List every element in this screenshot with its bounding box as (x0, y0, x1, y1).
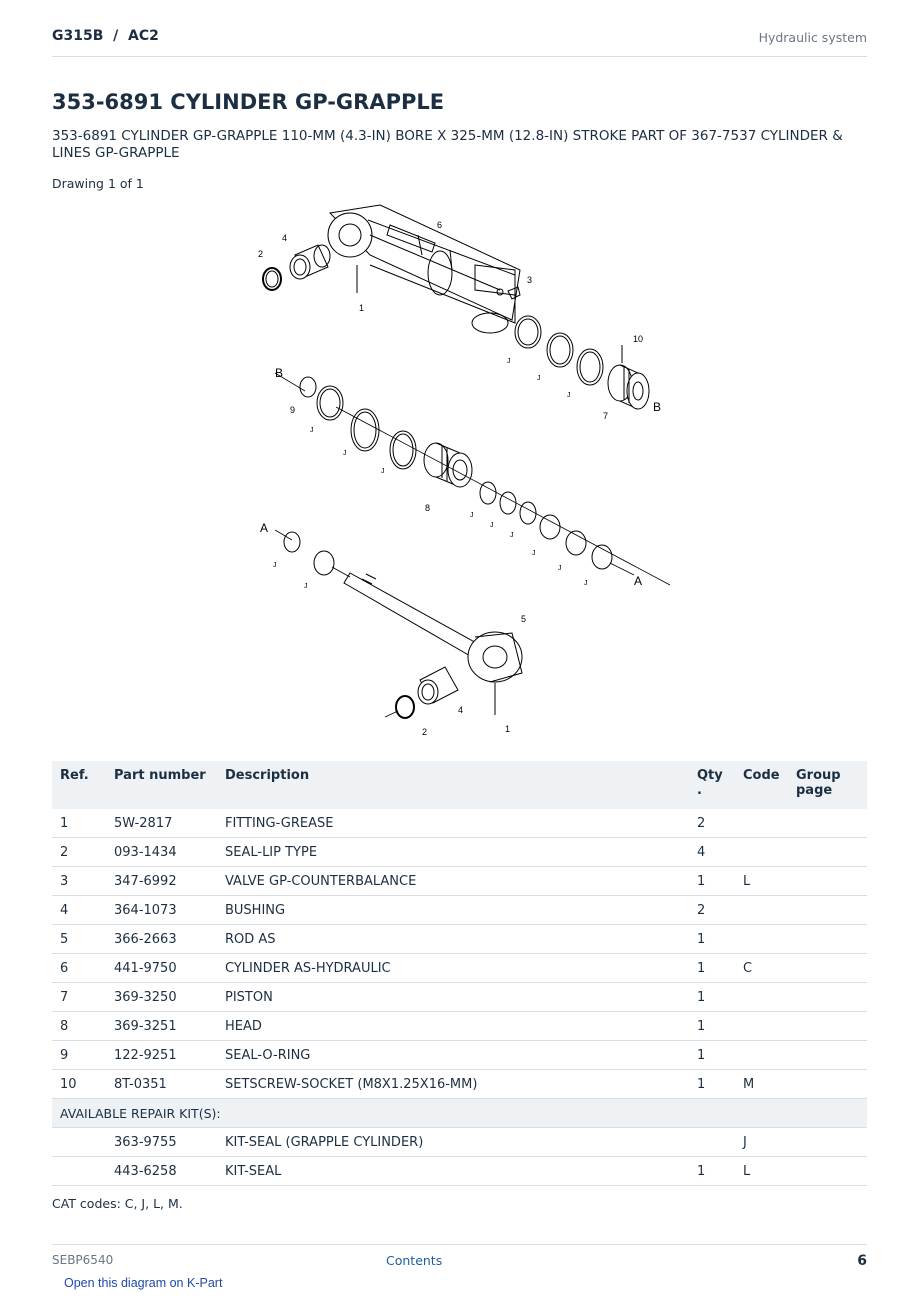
cell-part: 347-6992 (106, 867, 217, 896)
table-row (52, 1041, 867, 1070)
callout-1-top: 1 (359, 303, 365, 313)
cell-group (788, 1070, 867, 1099)
callout-J: J (584, 580, 588, 587)
cell-group (788, 1041, 867, 1070)
exploded-parts-diagram (250, 195, 680, 745)
cell-desc: PISTON (217, 983, 689, 1012)
cell-group (788, 809, 867, 838)
callout-J: J (532, 550, 536, 557)
callout-6: 6 (437, 220, 443, 230)
callout-J: J (490, 522, 494, 529)
cell-part: 093-1434 (106, 838, 217, 867)
cell-group (788, 1157, 867, 1186)
callout-2-bottom: 2 (422, 727, 428, 737)
cell-code (735, 1041, 788, 1070)
col-part-number: Part number (106, 761, 217, 809)
cell-part: 364-1073 (106, 896, 217, 925)
cell-part: 122-9251 (106, 1041, 217, 1070)
table-row (52, 809, 867, 838)
kpart-link[interactable]: Open this diagram on K-Part (64, 1276, 223, 1290)
col-ref: Ref. (52, 761, 106, 809)
cell-ref: 2 (52, 838, 106, 867)
cell-ref: 7 (52, 983, 106, 1012)
page-footer (52, 1244, 867, 1275)
callout-J: J (310, 427, 314, 434)
cell-part: 441-9750 (106, 954, 217, 983)
cell-ref: 8 (52, 1012, 106, 1041)
part-description: 353-6891 CYLINDER GP-GRAPPLE 110-MM (4.3-IN) BORE X 325-MM (12.8-IN) STROKE PART OF 367-7537 CYLINDER & LINES GP-GRAPPLE (52, 128, 843, 161)
callout-8: 8 (425, 503, 431, 513)
cell-group (788, 1012, 867, 1041)
cell-part: 363-9755 (106, 1128, 217, 1157)
callout-J: J (381, 468, 385, 475)
cell-ref (52, 1128, 106, 1157)
cell-qty: 1 (689, 1041, 735, 1070)
cell-group (788, 896, 867, 925)
cell-code (735, 809, 788, 838)
document-number: SEBP6540 (52, 1253, 114, 1267)
kit-row (52, 1128, 867, 1157)
callout-4-top: 4 (282, 233, 288, 243)
callout-J: J (470, 512, 474, 519)
cell-code: J (735, 1128, 788, 1157)
callout-J: J (567, 392, 571, 399)
cell-part: 366-2663 (106, 925, 217, 954)
cell-code (735, 896, 788, 925)
cell-group (788, 925, 867, 954)
callout-B-left: B (275, 366, 284, 380)
table-row (52, 1070, 867, 1099)
cell-ref: 3 (52, 867, 106, 896)
cell-desc: FITTING-GREASE (217, 809, 689, 838)
cell-desc: BUSHING (217, 896, 689, 925)
cell-part: 369-3250 (106, 983, 217, 1012)
table-row (52, 1012, 867, 1041)
callout-A-left: A (260, 521, 269, 535)
repair-kit-header-row (52, 1099, 867, 1128)
cell-code: C (735, 954, 788, 983)
callout-7: 7 (603, 411, 609, 421)
callout-J: J (273, 562, 277, 569)
cell-qty: 1 (689, 925, 735, 954)
table-header-row (52, 761, 867, 809)
cell-desc: HEAD (217, 1012, 689, 1041)
cell-code: L (735, 867, 788, 896)
cell-part: 8T-0351 (106, 1070, 217, 1099)
callout-J: J (343, 450, 347, 457)
cell-desc: VALVE GP-COUNTERBALANCE (217, 867, 689, 896)
cell-qty: 2 (689, 809, 735, 838)
callout-A-right: A (634, 574, 643, 588)
callout-5: 5 (521, 614, 527, 624)
callout-2-top: 2 (258, 249, 264, 259)
page-header (52, 28, 867, 57)
callout-J: J (507, 358, 511, 365)
cell-desc: SEAL-O-RING (217, 1041, 689, 1070)
cell-ref: 9 (52, 1041, 106, 1070)
callout-J: J (304, 583, 308, 590)
contents-link[interactable]: Contents (386, 1253, 443, 1268)
cat-codes-note: CAT codes: C, J, L, M. (52, 1196, 183, 1211)
head-drawing (424, 443, 472, 487)
cell-desc: SETSCREW-SOCKET (M8X1.25X16-MM) (217, 1070, 689, 1099)
repair-kit-heading: AVAILABLE REPAIR KIT(S): (52, 1099, 867, 1128)
callout-J: J (537, 375, 541, 382)
cell-qty: 1 (689, 1012, 735, 1041)
cell-qty: 4 (689, 838, 735, 867)
col-description: Description (217, 761, 689, 809)
cell-code: M (735, 1070, 788, 1099)
cell-qty: 1 (689, 983, 735, 1012)
col-group-page: Group page (788, 761, 867, 809)
cell-ref: 10 (52, 1070, 106, 1099)
cell-qty: 1 (689, 1157, 735, 1186)
table-row (52, 983, 867, 1012)
cell-qty: 1 (689, 954, 735, 983)
cell-group (788, 867, 867, 896)
parts-table (52, 761, 867, 1186)
cell-group (788, 838, 867, 867)
model-breadcrumb: G315B / AC2 (52, 28, 159, 44)
rod-drawing (344, 573, 522, 682)
cell-desc: ROD AS (217, 925, 689, 954)
cell-part: 369-3251 (106, 1012, 217, 1041)
bushing-bottom-drawing (418, 667, 458, 704)
cell-desc: SEAL-LIP TYPE (217, 838, 689, 867)
callout-3: 3 (527, 275, 533, 285)
table-row (52, 896, 867, 925)
callout-J: J (558, 565, 562, 572)
cell-part: 443-6258 (106, 1157, 217, 1186)
callout-1-bottom: 1 (505, 724, 511, 734)
cell-group (788, 954, 867, 983)
callout-B-right: B (653, 400, 662, 414)
cell-ref: 6 (52, 954, 106, 983)
cell-code: L (735, 1157, 788, 1186)
section-name: Hydraulic system (758, 30, 867, 45)
col-code: Code (735, 761, 788, 809)
cell-qty: 2 (689, 896, 735, 925)
cell-desc: KIT-SEAL (217, 1157, 689, 1186)
piston-drawing (608, 365, 649, 409)
callout-9: 9 (290, 405, 296, 415)
drawing-counter: Drawing 1 of 1 (52, 176, 144, 191)
cell-code (735, 983, 788, 1012)
cell-qty: 1 (689, 867, 735, 896)
cell-desc: KIT-SEAL (GRAPPLE CYLINDER) (217, 1128, 689, 1157)
table-row (52, 867, 867, 896)
ring-drawing (515, 316, 541, 348)
page-title: 353-6891 CYLINDER GP-GRAPPLE (52, 90, 445, 114)
cell-ref: 5 (52, 925, 106, 954)
col-qty: Qty . (689, 761, 735, 809)
table-row (52, 925, 867, 954)
cell-part: 5W-2817 (106, 809, 217, 838)
cell-code (735, 925, 788, 954)
cell-code (735, 838, 788, 867)
callout-10: 10 (633, 334, 644, 344)
seal-top-drawing (263, 268, 281, 290)
bushing-top-drawing (290, 245, 330, 279)
cell-desc: CYLINDER AS-HYDRAULIC (217, 954, 689, 983)
cell-group (788, 983, 867, 1012)
cell-code (735, 1012, 788, 1041)
table-row (52, 838, 867, 867)
cell-ref: 1 (52, 809, 106, 838)
cell-group (788, 1128, 867, 1157)
table-row (52, 954, 867, 983)
callout-4-bottom: 4 (458, 705, 464, 715)
cell-qty (689, 1128, 735, 1157)
cell-qty: 1 (689, 1070, 735, 1099)
callout-J: J (510, 532, 514, 539)
page-number: 6 (857, 1253, 867, 1269)
cell-ref: 4 (52, 896, 106, 925)
kit-row (52, 1157, 867, 1186)
cell-ref (52, 1157, 106, 1186)
